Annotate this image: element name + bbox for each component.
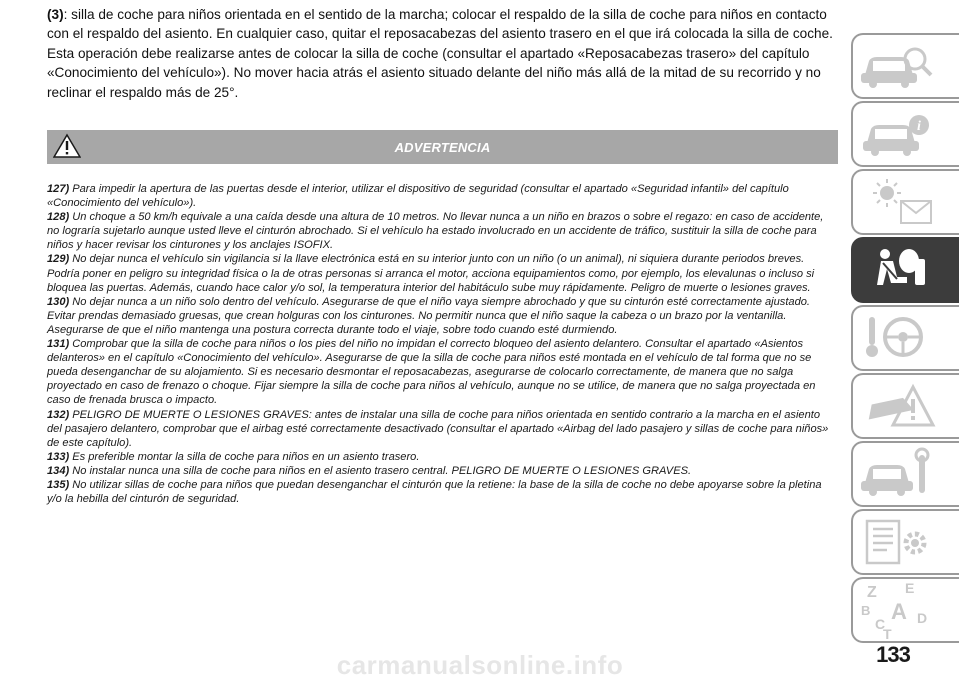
child-seat-airbag-icon: [853, 239, 959, 301]
warning-item-text: Es preferible montar la silla de coche para niños en un asiento trasero.: [72, 450, 420, 463]
index-letter: T: [883, 626, 892, 641]
warning-item-text: Un choque a 50 km/h equivale a una caída desde una altura de 10 metros. No llevar nunca a un niño en brazos o sobre el regazo: en caso de accidente, no lograría sujetarlo aunque usted lleve el cinturón abrochado. Si el vehículo ha estado involucrado en un accidente de tráfico, sustituir la silla de coche para niños y hacer revisar los cinturones y los anclajes ISOFIX.: [47, 211, 824, 252]
steering-key-icon: [853, 307, 959, 369]
index-letters-icon: [853, 579, 959, 641]
warning-item: [47, 295, 835, 337]
warning-item-number: 135): [47, 478, 70, 491]
warning-item: [47, 464, 835, 478]
warning-item-text: No dejar nunca a un niño solo dentro del vehículo. Asegurarse de que el niño vaya siempre abrochado y que su cinturón esté correctamente ajustado. Evitar prendas demasiado gruesas, que crean holguras con los cinturones. No permitir nunca que el niño saque la cabeza o un brazo por la ventanilla. Asegurarse de que el niño mantenga una postura correcta durante todo el viaje, sobre todo cuando esté durmiendo.: [47, 295, 811, 336]
warning-item-text: Comprobar que la silla de coche para niños o los pies del niño no impidan el correcto bloqueo del asiento delantero. Consultar el apartado «Asientos delanteros» en el capítulo «Conocimiento del vehículo». Asegurarse de que la silla de coche para niños esté montada en el vehículo de tal forma que no se pueda desenganchar de su alojamiento. Si es necesario desmontar el reposacabezas, asegurarse de colocarlo correctamente, de manera que no salga proyectado en caso de frenazo o choque. Fijar siempre la silla de coche para niños al vehículo, aunque no se utilice, de manera que no salga proyectada en caso de frenada brusca o impacto.: [47, 338, 816, 407]
index-letter: D: [917, 610, 928, 626]
warning-item-number: 128): [47, 211, 70, 224]
warning-list: [47, 182, 835, 506]
tab-warning-lights[interactable]: [851, 169, 959, 235]
tab-emergency[interactable]: [851, 373, 959, 439]
warning-item-number: 132): [47, 408, 70, 421]
index-letter: B: [861, 603, 871, 618]
warning-item-number: 130): [47, 295, 70, 308]
warning-item-number: 131): [47, 338, 70, 351]
warning-item-text: No dejar nunca el vehículo sin vigilancia si la llave electrónica está en su interior junto con un niño (o un animal), ni siquiera durante periodos breves. Podría poner en peligro su integridad física o la de otras personas si arranca el motor, acciona equipamientos como, por ejemplo, los elevalunas o incluso si bloquea las puertas. Además, cuando hace calor y/o sol, la temperatura interior del habitáculo sube muy rápidamente. Peligro de muerte o lesiones graves.: [47, 253, 815, 294]
index-letter: E: [905, 580, 915, 596]
warning-item-number: 133): [47, 450, 70, 463]
warning-item-text: No instalar nunca una silla de coche para niños en el asiento trasero central. PELIGRO DE MUERTE O LESIONES GRAVES.: [72, 464, 692, 477]
car-search-icon: [853, 35, 959, 97]
warning-item-text: PELIGRO DE MUERTE O LESIONES GRAVES: antes de instalar una silla de coche para niños orientada en sentido contrario a la marcha en el asiento del pasajero delantero, comprobar que el airbag esté correctamente desactivado (consultar el apartado «Airbag del lado pasajero y sillas de coche para niños» de este capítulo).: [47, 408, 829, 449]
warning-item-number: 134): [47, 464, 70, 477]
road-hazard-icon: [853, 375, 959, 437]
watermark: carmanualsonline.info: [336, 650, 624, 680]
index-letter: Z: [867, 584, 877, 601]
warning-item: [47, 210, 835, 252]
tab-technical-data[interactable]: [851, 509, 959, 575]
warning-item: [47, 478, 835, 506]
intro-label: (3): [47, 7, 64, 22]
warning-lights-icon: [853, 171, 959, 233]
warning-header-bar: [47, 130, 838, 164]
warning-item: [47, 182, 835, 210]
page-number: 133: [876, 642, 910, 667]
warning-item-number: 127): [47, 183, 70, 195]
warning-item-number: 129): [47, 253, 70, 266]
warning-item: [47, 337, 835, 407]
intro-text: : silla de coche para niños orientada en el sentido de la marcha; colocar el respaldo de la silla de coche para niños en contacto con el respaldo del asiento. En cualquier caso, quitar el reposacabezas del asiento trasero en el que irá colocada la silla de coche. Esta operación debe realizarse antes de colocar la silla de coche (consultar el apartado «Reposacabezas trasero» del capítulo «Conocimiento del vehículo»). No mover hacia atrás el asiento situado delante del niño más allá de la mitad de su recorrido y no reclinar el respaldo más de 25°.: [47, 7, 833, 100]
tab-starting-driving[interactable]: [851, 305, 959, 371]
svg-text:i: i: [917, 119, 921, 134]
tab-safety[interactable]: [851, 237, 959, 303]
warning-title: ADVERTENCIA: [394, 140, 491, 155]
intro-paragraph: [47, 5, 837, 102]
warning-item: [47, 450, 835, 464]
car-service-icon: [853, 443, 959, 505]
warning-item: [47, 408, 835, 450]
warning-item-text: No utilizar sillas de coche para niños que puedan desenganchar el cinturón que la retiene: la base de la silla de coche no debe apoyarse sobre la pletina y/o la hebilla del cinturón de seguridad.: [47, 478, 822, 506]
index-letter: C: [875, 616, 886, 632]
tab-dashboard[interactable]: [851, 101, 959, 167]
tab-maintenance[interactable]: [851, 441, 959, 507]
tab-index[interactable]: [851, 577, 959, 643]
car-info-icon: [853, 103, 959, 165]
index-letter: A: [891, 599, 907, 624]
tab-knowing-vehicle[interactable]: [851, 33, 959, 99]
specs-gear-icon: [853, 511, 959, 573]
warning-item-text: Para impedir la apertura de las puertas desde el interior, utilizar el dispositivo de seguridad (consultar el apartado «Seguridad infantil» del capítulo «Conocimiento del vehículo»).: [47, 183, 789, 210]
warning-item: [47, 252, 835, 294]
